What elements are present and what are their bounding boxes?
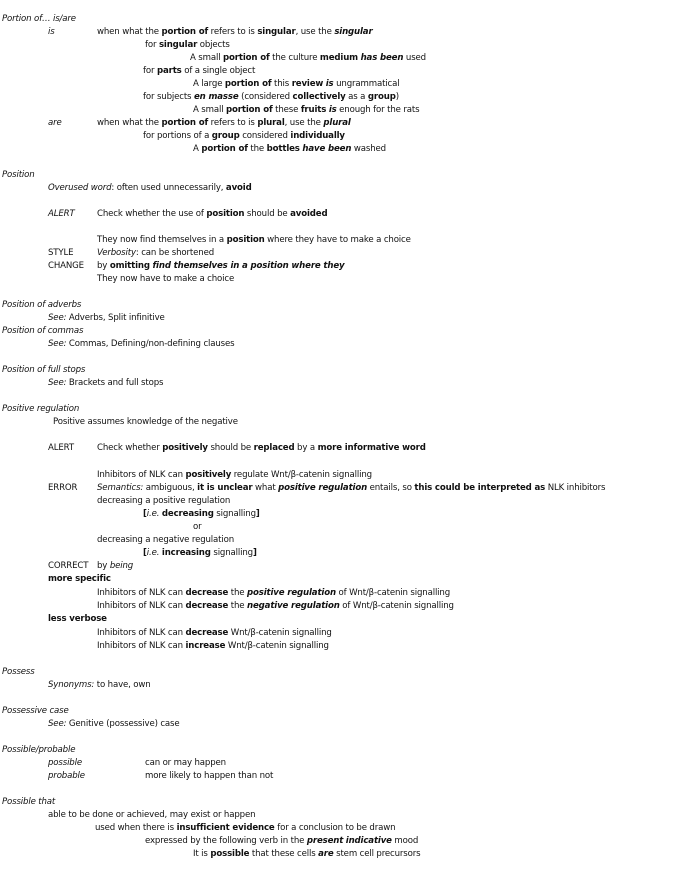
text-line: Positive assumes knowledge of the negative [53,417,238,427]
text-run: portion of [161,27,209,37]
text-run: refers to is [208,27,258,37]
text-run: portion of [224,79,272,89]
text-run: for portions of a [143,131,212,141]
text-run: for [143,66,157,76]
text-run: plural [323,118,351,128]
text-run: portion of [161,118,209,128]
text-run: insufficient evidence [176,823,275,833]
text-run: replaced [253,443,295,453]
text-run: when what the [97,27,162,37]
text-run: Wnt/β-catenin signalling [228,628,332,638]
text-run: portion of [201,144,248,154]
text-run: decrease [185,628,229,638]
text-line [145,836,418,847]
text-run: used when there is [95,823,177,833]
entry-heading: Position of adverbs [2,300,82,310]
entry-heading: Portion of… is/are [2,14,76,24]
text-run: Verbosity [97,248,136,258]
text-run: positively [162,443,208,453]
text-line [97,27,373,38]
text-run: medium [319,53,358,63]
text-run: singular [257,27,296,37]
text-line [48,183,252,194]
text-run: Check whether [97,443,163,453]
text-line [97,588,450,599]
text-line [97,118,351,129]
text-run: ] [255,509,260,519]
text-run: signalling [213,509,256,519]
text-run: group [367,92,396,102]
text-run: by [97,261,110,271]
text-line: ERROR [48,483,78,493]
text-line: CHANGE [48,261,84,271]
text-run: enough for the rats [336,105,420,115]
text-line: is [48,27,55,37]
text-run: : can be shortened [135,248,215,258]
text-line [97,443,426,454]
text-line [143,548,257,559]
text-run: indicative [345,836,392,846]
text-line [97,209,327,220]
text-run: bottles [266,144,300,154]
text-run: Inhibitors of NLK can [97,470,186,480]
text-run: should be [244,209,291,219]
text-run: Synonyms: [48,680,95,690]
text-run: present [306,836,344,846]
text-line: STYLE [48,248,74,258]
text-line [193,144,386,155]
text-run: plural [257,118,285,128]
entry-heading: Possible that [2,797,56,807]
text-run: positive regulation [278,483,368,493]
text-run: omitting [109,261,150,271]
text-run: ] [252,548,257,558]
text-run: ungrammatical [333,79,400,89]
text-line [48,719,180,730]
text-run: for a conclusion to be drawn [274,823,396,833]
text-run: for subjects [143,92,194,102]
text-line: CORRECT [48,561,89,571]
text-run: i.e. [146,509,160,519]
text-run: fruits [300,105,327,115]
text-line: are [48,118,62,128]
text-run: i.e. [146,548,160,558]
text-run: group [211,131,240,141]
text-run: used [403,53,426,63]
text-run: [ [143,509,147,519]
text-line [97,261,344,272]
text-run: Adverbs, Split infinitive [66,313,165,323]
text-line: They now have to make a choice [97,274,235,284]
text-run: , use the [295,27,335,37]
text-run: are [318,849,334,859]
text-run: what [252,483,279,493]
text-line [48,313,165,324]
text-run: increasing [161,548,211,558]
text-line: decreasing a positive regulation [97,496,231,506]
text-run: have been [302,144,352,154]
text-run: Wnt/β-catenin signalling [225,641,329,651]
text-line [193,849,420,860]
text-run: negative regulation [247,601,340,611]
text-run: [ [143,548,147,558]
text-line [97,628,332,639]
text-run: for [145,40,159,50]
text-line: ALERT [48,443,74,453]
text-line [97,470,372,481]
text-run: the [228,601,248,611]
text-run: when what the [97,118,162,128]
text-line [95,823,395,834]
text-line [97,601,454,612]
text-run: A small [190,53,224,63]
text-run: review [291,79,324,89]
text-run: Inhibitors of NLK can [97,628,186,638]
text-line: decreasing a negative regulation [97,535,235,545]
text-run: by a [294,443,318,453]
text-run: considered [239,131,291,141]
text-run: as a [345,92,368,102]
text-run: is [328,105,337,115]
text-run: decrease [185,601,229,611]
text-run: ambiguous, [143,483,198,493]
text-run: the [247,144,267,154]
text-run: these [272,105,301,115]
text-line: able to be done or achieved, may exist or happen [48,810,256,820]
text-line [143,66,255,77]
entry-heading: Possible/probable [2,745,76,755]
text-line [190,53,426,64]
text-run: increase [185,641,226,651]
text-run: A small [193,105,227,115]
text-run: is [325,79,334,89]
text-run: the culture [269,53,320,63]
text-run: parts [156,66,182,76]
entry-heading: Position of full stops [2,365,86,375]
text-line: probable [48,771,85,781]
text-line [48,378,163,389]
text-line [97,641,329,652]
text-line [97,561,133,572]
text-run: positive regulation [247,588,336,598]
text-run: that these cells [249,849,319,859]
text-run: position [226,235,265,245]
text-line [97,248,214,259]
text-run: find themselves in a position where they [152,261,345,271]
text-run: decrease [185,588,229,598]
text-run: Inhibitors of NLK can [97,588,186,598]
text-line [143,92,399,103]
text-run: portion of [226,105,273,115]
text-run: entails, so [367,483,415,493]
text-run: singular [158,40,198,50]
text-line [145,40,230,51]
text-run: singular [334,27,373,37]
text-run: of Wnt/β-catenin signalling [335,588,451,598]
entry-heading: Position [2,170,35,180]
text-line [143,509,260,520]
text-run: being [109,561,134,571]
text-run: possible [210,849,250,859]
text-run: collectively [292,92,346,102]
text-run: Inhibitors of NLK can [97,601,186,611]
text-run: See: [48,339,67,349]
text-line: possible [48,758,82,768]
text-run: avoid [225,183,252,193]
text-run: See: [48,313,67,323]
text-run: objects [197,40,230,50]
text-line [48,339,234,350]
text-run: Check whether the use of [97,209,207,219]
text-run: mood [391,836,419,846]
text-run: decreasing [161,509,214,519]
text-line [143,131,345,142]
text-run: Overused word [48,183,112,193]
entry-heading: Position of commas [2,326,84,336]
text-line [193,79,399,90]
text-run: They now find themselves in a [97,235,227,245]
text-run: en masse [193,92,239,102]
text-run: to have, own [94,680,151,690]
text-run: should be [207,443,254,453]
text-run: See: [48,378,67,388]
text-run: this could be interpreted as [414,483,546,493]
text-run: individually [290,131,345,141]
text-run: Brackets and full stops [66,378,164,388]
text-run: NLK inhibitors [545,483,606,493]
text-run: Genitive (possessive) case [66,719,180,729]
text-run: by [97,561,110,571]
text-run: avoided [290,209,328,219]
text-run: A [193,144,202,154]
text-run: the [228,588,248,598]
text-run: it is unclear [197,483,253,493]
text-run: : often used unnecessarily, [111,183,226,193]
text-run: See: [48,719,67,729]
text-run: portion of [223,53,270,63]
text-run: of Wnt/β-catenin signalling [339,601,454,611]
text-run: expressed by the following verb in the [145,836,307,846]
text-run: has been [360,53,404,63]
text-line: more likely to happen than not [145,771,274,781]
text-run: position [206,209,245,219]
text-run: of a single object [181,66,256,76]
text-line: can or may happen [145,758,226,768]
text-run: Commas, Defining/non-defining clauses [66,339,235,349]
text-line: more specific [48,574,111,584]
text-run: where they have to make a choice [264,235,411,245]
text-run: regulate Wnt/β-catenin signalling [231,470,372,480]
text-line [193,105,419,116]
text-line [97,235,411,246]
text-run: Inhibitors of NLK can [97,641,186,651]
text-run: ) [395,92,399,102]
text-run: , use the [284,118,324,128]
entry-heading: Possess [2,667,35,677]
text-run: washed [351,144,386,154]
text-line [48,680,151,691]
text-run: more informative word [317,443,426,453]
text-run: refers to is [208,118,258,128]
entry-heading: Possessive case [2,706,69,716]
text-run: (considered [238,92,293,102]
text-run: this [271,79,292,89]
text-run: signalling [210,548,253,558]
text-line [97,483,605,494]
text-line: less verbose [48,614,107,624]
text-run: stem cell precursors [333,849,421,859]
text-run: It is [193,849,211,859]
text-line: ALERT [48,209,75,219]
entry-heading: Positive regulation [2,404,80,414]
text-run: Semantics: [97,483,144,493]
text-run: positively [185,470,232,480]
text-line: or [193,522,202,532]
text-run: A large [193,79,225,89]
